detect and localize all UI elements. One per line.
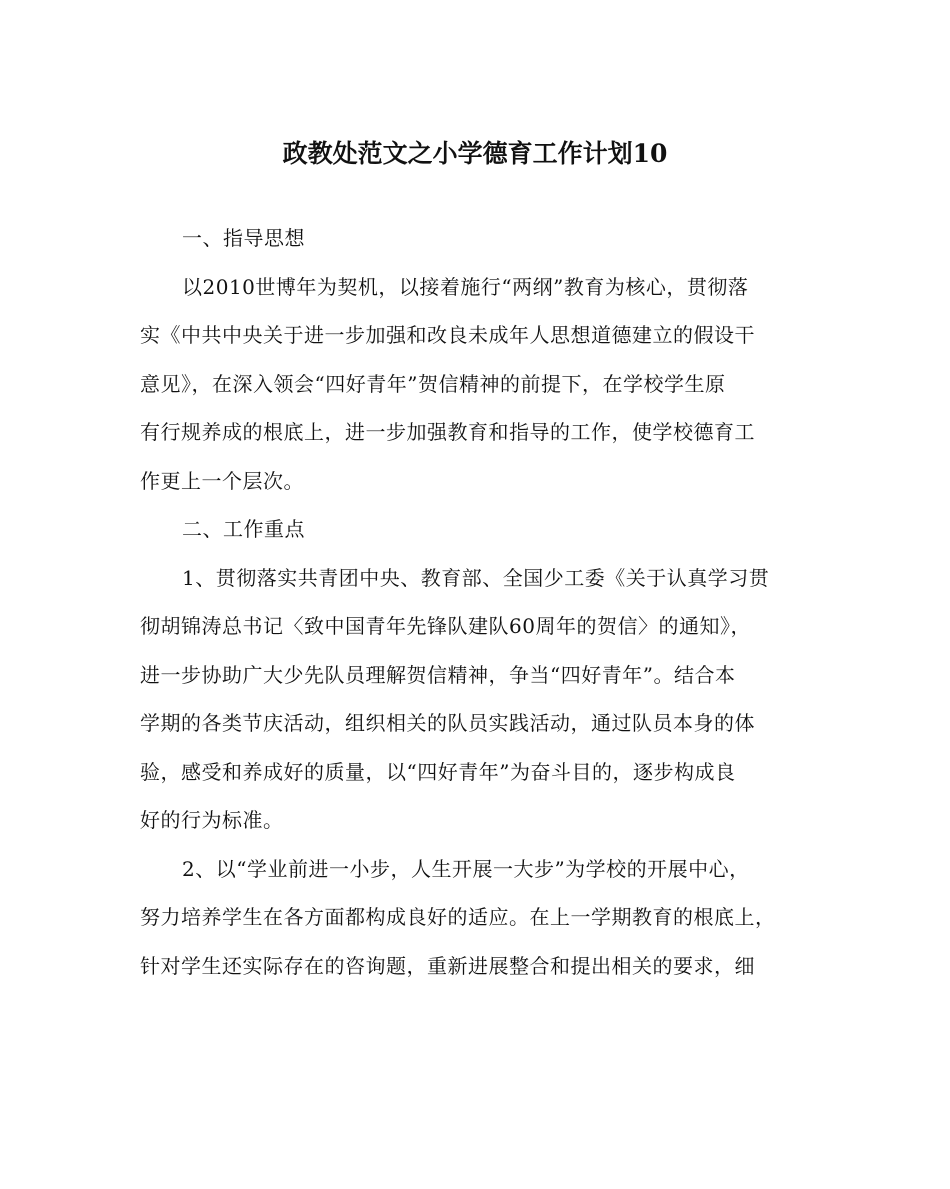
text-line: 进一步协助广大少先队员理解贺信精神，争当“四好青年”。结合本 xyxy=(140,662,736,687)
document-body xyxy=(140,214,808,990)
text-line: 作更上一个层次。 xyxy=(140,468,304,493)
text-line: 有行规养成的根底上，进一步加强教育和指导的工作，使学校德育工 xyxy=(140,420,755,444)
text-line: 针对学生还实际存在的咨询题，重新进展整合和提出相关的要求，细 xyxy=(140,953,755,978)
text-line: 2、以“学业前进一小步，人生开展一大步”为学校的开展中心， xyxy=(182,856,750,881)
section-heading: 一、指导思想 xyxy=(182,226,305,250)
text-line: 好的行为标准。 xyxy=(140,808,284,832)
text-line: 意见》，在深入领会“四好青年”贺信精神的前提下，在学校学生原 xyxy=(140,371,726,396)
text-line: 努力培养学生在各方面都构成良好的适应。在上一学期教育的根底上， xyxy=(140,905,776,929)
paragraph xyxy=(140,263,808,506)
text-line: 实《中共中央关于进一步加强和改良未成年人思想道德建立的假设干 xyxy=(140,323,755,347)
section-heading: 二、工作重点 xyxy=(182,517,305,541)
text-line: 验，感受和养成好的质量，以“四好青年”为奋斗目的，逐步构成良 xyxy=(140,759,736,784)
text-line: 以2010世博年为契机，以接着施行“两纲”教育为核心，贯彻落 xyxy=(182,274,749,299)
document-title: 政教处范文之小学德育工作计划10 xyxy=(282,139,668,168)
paragraph xyxy=(140,554,808,845)
text-line: 1、贯彻落实共青团中央、教育部、全国少工委《关于认真学习贯 xyxy=(182,565,770,590)
paragraph xyxy=(140,845,808,991)
text-line: 彻胡锦涛总书记〈致中国青年先锋队建队60周年的贺信〉的通知》， xyxy=(140,614,751,638)
text-line: 学期的各类节庆活动，组织相关的队员实践活动，通过队员本身的体 xyxy=(140,711,755,735)
